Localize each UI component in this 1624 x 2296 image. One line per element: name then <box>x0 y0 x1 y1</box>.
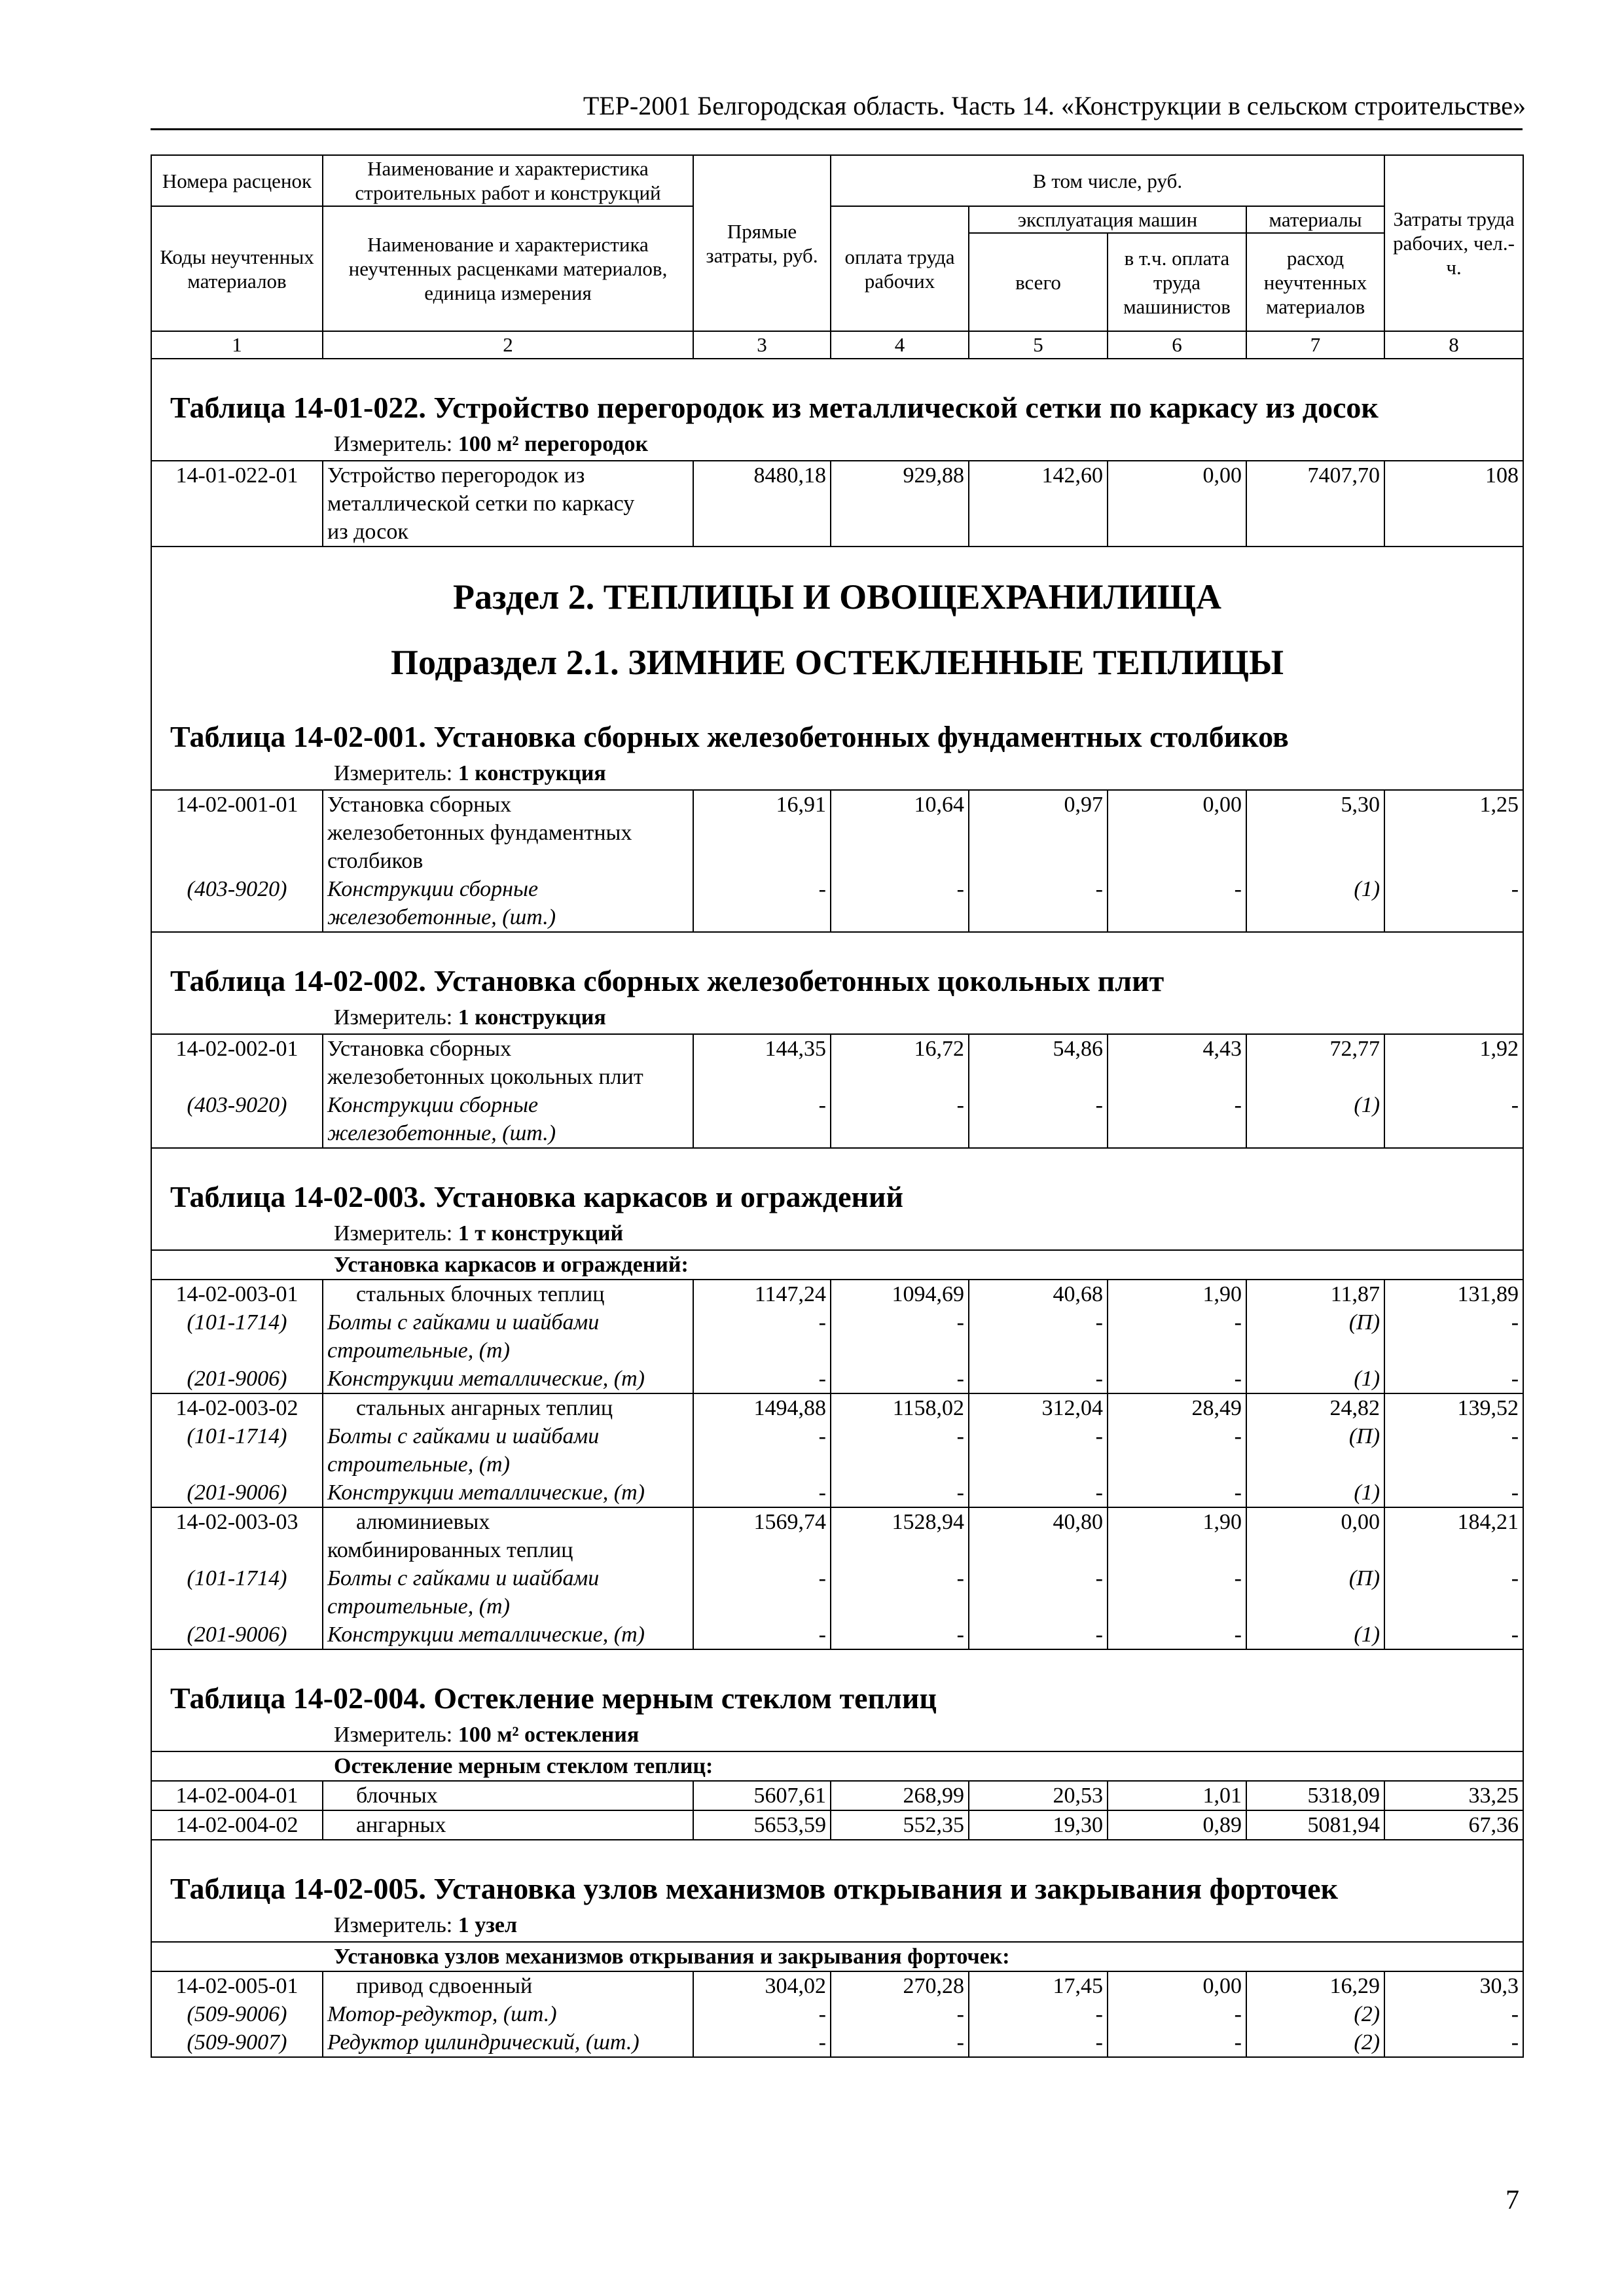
header-machines: эксплуатация машин <box>969 206 1246 233</box>
labor-hours: 67,36 <box>1384 1810 1523 1840</box>
meter-value: 100 м² перегородок <box>458 432 649 456</box>
name-line: Установка сборных <box>327 1037 512 1061</box>
rate-name: стальных блочных теплиц <box>323 1280 693 1308</box>
rate-name: стальных ангарных теплиц <box>323 1393 693 1422</box>
machinists-pay: 0,00 <box>1108 461 1246 547</box>
rate-name: привод сдвоенный <box>323 1971 693 2000</box>
material-name <box>323 1564 693 1621</box>
machines-total: - <box>969 2000 1108 2028</box>
meter-label: Измеритель: <box>334 761 453 785</box>
machinists-pay: 1,90 <box>1108 1280 1246 1308</box>
machinists-pay: - <box>1108 2000 1246 2028</box>
direct-cost: - <box>693 875 831 932</box>
machines-total: - <box>969 1091 1108 1148</box>
direct-cost: - <box>693 1091 831 1148</box>
material-name: Конструкции металлические, (т) <box>323 1365 693 1393</box>
header-col3: Прямые затраты, руб. <box>693 155 831 331</box>
material-code: (101-1714) <box>151 1308 323 1365</box>
header-group: В том числе, руб. <box>831 155 1384 206</box>
material-row <box>151 1422 1523 1479</box>
table-title: Таблица 14-02-005. Установка узлов механизмов открывания и закрывания форточек <box>170 1872 1339 1905</box>
page-number: 7 <box>1506 2185 1519 2215</box>
machinists-pay: - <box>1108 1564 1246 1621</box>
labor-pay: 270,28 <box>831 1971 969 2000</box>
direct-cost: - <box>693 1422 831 1479</box>
col-number: 4 <box>831 331 969 359</box>
labor-pay: - <box>831 1308 969 1365</box>
table-title: Таблица 14-02-002. Установка сборных железобетонных цокольных плит <box>170 964 1164 997</box>
machines-total: - <box>969 1564 1108 1621</box>
machinists-pay: - <box>1108 875 1246 932</box>
direct-cost: - <box>693 1365 831 1393</box>
labor-pay: 552,35 <box>831 1810 969 1840</box>
machines-total: 40,80 <box>969 1507 1108 1564</box>
direct-cost: 1147,24 <box>693 1280 831 1308</box>
materials: (1) <box>1246 1091 1384 1148</box>
labor-hours: 139,52 <box>1384 1393 1523 1422</box>
machinists-pay: - <box>1108 2028 1246 2057</box>
section-block <box>151 547 1523 790</box>
subsection-title: Подраздел 2.1. ЗИМНИЕ ОСТЕКЛЕННЫЕ ТЕПЛИЦЫ <box>390 643 1284 682</box>
materials: (1) <box>1246 1621 1384 1649</box>
rate-code: 14-02-003-02 <box>151 1393 323 1422</box>
meter-line <box>152 1005 1523 1033</box>
labor-pay: 1158,02 <box>831 1393 969 1422</box>
page-header-title: ТЕР-2001 Белгородская область. Часть 14. «Конструкции в сельском строительстве» <box>583 91 1526 120</box>
header-materials: материалы <box>1246 206 1384 233</box>
material-row <box>151 1621 1523 1649</box>
material-code: (403-9020) <box>151 875 323 932</box>
materials: 72,77 <box>1246 1034 1384 1091</box>
labor-hours: - <box>1384 875 1523 932</box>
machinists-pay: 28,49 <box>1108 1393 1246 1422</box>
header-col1-bottom: Коды неучтенных материалов <box>151 206 323 331</box>
material-code: (509-9006) <box>151 2000 323 2028</box>
labor-pay: - <box>831 1365 969 1393</box>
direct-cost: - <box>693 1621 831 1649</box>
labor-pay: - <box>831 1422 969 1479</box>
direct-cost: 1494,88 <box>693 1393 831 1422</box>
labor-hours: - <box>1384 1365 1523 1393</box>
direct-cost: 144,35 <box>693 1034 831 1091</box>
rate-code: 14-02-004-01 <box>151 1781 323 1810</box>
material-code: (201-9006) <box>151 1621 323 1649</box>
rate-code: 14-02-005-01 <box>151 1971 323 2000</box>
materials: (П) <box>1246 1422 1384 1479</box>
rate-code: 14-01-022-01 <box>151 461 323 547</box>
machinists-pay: - <box>1108 1091 1246 1148</box>
direct-cost: - <box>693 1308 831 1365</box>
machines-total: 142,60 <box>969 461 1108 547</box>
labor-pay: 10,64 <box>831 790 969 875</box>
labor-pay: - <box>831 2000 969 2028</box>
material-name <box>323 1308 693 1365</box>
machines-total: 17,45 <box>969 1971 1108 2000</box>
labor-hours: 108 <box>1384 461 1523 547</box>
name-line: металлической сетки по каркасу <box>327 492 635 516</box>
material-name: Конструкции металлические, (т) <box>323 1479 693 1507</box>
meter-value: 100 м² остекления <box>458 1723 640 1747</box>
material-row <box>151 1564 1523 1621</box>
labor-hours: - <box>1384 2028 1523 2057</box>
direct-cost: 5653,59 <box>693 1810 831 1840</box>
machines-total: - <box>969 1621 1108 1649</box>
col-number: 8 <box>1384 331 1523 359</box>
meter-label: Измеритель: <box>334 432 453 456</box>
material-row <box>151 2028 1523 2057</box>
labor-hours: 184,21 <box>1384 1507 1523 1564</box>
materials: 5318,09 <box>1246 1781 1384 1810</box>
labor-pay: - <box>831 1479 969 1507</box>
rate-code: 14-02-001-01 <box>151 790 323 875</box>
labor-pay: 1094,69 <box>831 1280 969 1308</box>
material-name: Конструкции металлические, (т) <box>323 1621 693 1649</box>
materials: 5081,94 <box>1246 1810 1384 1840</box>
name-line: железобетонных фундаментных <box>327 821 632 845</box>
header-col2-bottom: Наименование и характеристика неучтенных расценками материалов, единица измерения <box>323 206 693 331</box>
labor-hours: - <box>1384 1621 1523 1649</box>
section-title: Раздел 2. ТЕПЛИЦЫ И ОВОЩЕХРАНИЛИЩА <box>452 577 1222 617</box>
labor-pay: - <box>831 875 969 932</box>
name-line: железобетонных цокольных плит <box>327 1065 643 1089</box>
materials: 7407,70 <box>1246 461 1384 547</box>
materials: (1) <box>1246 1479 1384 1507</box>
table-row <box>151 1810 1523 1840</box>
material-code: (509-9007) <box>151 2028 323 2057</box>
rate-code: 14-02-003-01 <box>151 1280 323 1308</box>
labor-pay: - <box>831 2028 969 2057</box>
labor-hours: 30,3 <box>1384 1971 1523 2000</box>
meter-line <box>152 431 1523 460</box>
material-name <box>323 875 693 932</box>
col-number: 3 <box>693 331 831 359</box>
table-row <box>151 1507 1523 1564</box>
materials: (2) <box>1246 2028 1384 2057</box>
table-row <box>151 1971 1523 2000</box>
rate-code: 14-02-003-03 <box>151 1507 323 1564</box>
machinists-pay: 0,89 <box>1108 1810 1246 1840</box>
header-col6: в т.ч. оплата труда машинистов <box>1108 233 1246 331</box>
name-line: Болты с гайками и шайбами <box>327 1310 600 1335</box>
name-line: алюминиевых <box>356 1510 490 1534</box>
table-row <box>151 1034 1523 1091</box>
machinists-pay: 1,90 <box>1108 1507 1246 1564</box>
header-col7: расход неучтенных материалов <box>1246 233 1384 331</box>
labor-hours: 1,25 <box>1384 790 1523 875</box>
labor-pay: 16,72 <box>831 1034 969 1091</box>
header-col2-top: Наименование и характеристика строительных работ и конструкций <box>323 155 693 206</box>
name-line: из досок <box>327 520 408 544</box>
materials: 24,82 <box>1246 1393 1384 1422</box>
rate-name <box>323 1034 693 1091</box>
name-line: строительные, (т) <box>327 1594 510 1619</box>
col-number: 7 <box>1246 331 1384 359</box>
machinists-pay: - <box>1108 1422 1246 1479</box>
name-line: железобетонные, (шт.) <box>327 1121 556 1145</box>
table-row <box>151 1280 1523 1308</box>
name-line: железобетонные, (шт.) <box>327 905 556 929</box>
material-row <box>151 1365 1523 1393</box>
name-line: Болты с гайками и шайбами <box>327 1566 600 1590</box>
header-col8: Затраты труда рабочих, чел.-ч. <box>1384 155 1523 331</box>
table-title-block <box>151 932 1523 1034</box>
direct-cost: - <box>693 2000 831 2028</box>
direct-cost: 8480,18 <box>693 461 831 547</box>
machines-total: 19,30 <box>969 1810 1108 1840</box>
name-line: Устройство перегородок из <box>327 463 585 488</box>
header-rule <box>151 128 1523 130</box>
table-title: Таблица 14-01-022. Устройство перегородок из металлической сетки по каркасу из досок <box>170 391 1379 424</box>
col-number: 6 <box>1108 331 1246 359</box>
group-header: Установка каркасов и ограждений: <box>151 1250 1523 1280</box>
materials: (1) <box>1246 1365 1384 1393</box>
materials: 5,30 <box>1246 790 1384 875</box>
labor-hours: 33,25 <box>1384 1781 1523 1810</box>
table-row <box>151 790 1523 875</box>
material-name <box>323 1422 693 1479</box>
meter-label: Измеритель: <box>334 1005 453 1030</box>
labor-hours: - <box>1384 1422 1523 1479</box>
labor-hours: 1,92 <box>1384 1034 1523 1091</box>
rate-name: блочных <box>323 1781 693 1810</box>
labor-pay: - <box>831 1564 969 1621</box>
machines-total: - <box>969 1479 1108 1507</box>
material-name: Редуктор цилиндрический, (шт.) <box>323 2028 693 2057</box>
material-row <box>151 1308 1523 1365</box>
direct-cost: - <box>693 1479 831 1507</box>
name-line: Установка сборных <box>327 793 512 817</box>
labor-pay: - <box>831 1091 969 1148</box>
direct-cost: 304,02 <box>693 1971 831 2000</box>
machines-total: - <box>969 1308 1108 1365</box>
table-title: Таблица 14-02-004. Остекление мерным стеклом теплиц <box>170 1681 937 1715</box>
machines-total: 0,97 <box>969 790 1108 875</box>
direct-cost: 16,91 <box>693 790 831 875</box>
table-title: Таблица 14-02-001. Установка сборных железобетонных фундаментных столбиков <box>170 720 1289 753</box>
labor-hours: - <box>1384 1308 1523 1365</box>
machines-total: 40,68 <box>969 1280 1108 1308</box>
material-row <box>151 875 1523 932</box>
meter-line <box>152 1912 1523 1941</box>
labor-hours: 131,89 <box>1384 1280 1523 1308</box>
name-line: Болты с гайками и шайбами <box>327 1424 600 1448</box>
table-title-block <box>151 359 1523 461</box>
col-number: 5 <box>969 331 1108 359</box>
direct-cost: - <box>693 2028 831 2057</box>
name-line: Конструкции сборные <box>327 877 539 901</box>
machines-total: - <box>969 2028 1108 2057</box>
table-row <box>151 1781 1523 1810</box>
direct-cost: 5607,61 <box>693 1781 831 1810</box>
machinists-pay: 4,43 <box>1108 1034 1246 1091</box>
meter-label: Измеритель: <box>334 1221 453 1246</box>
name-line: столбиков <box>327 849 424 873</box>
labor-pay: - <box>831 1621 969 1649</box>
material-code: (201-9006) <box>151 1479 323 1507</box>
materials: (2) <box>1246 2000 1384 2028</box>
materials: 11,87 <box>1246 1280 1384 1308</box>
labor-hours: - <box>1384 1479 1523 1507</box>
material-code: (101-1714) <box>151 1422 323 1479</box>
table-title: Таблица 14-02-003. Установка каркасов и ограждений <box>170 1180 904 1213</box>
rate-name <box>323 790 693 875</box>
table-row <box>151 1393 1523 1422</box>
machines-total: 312,04 <box>969 1393 1108 1422</box>
group-header: Установка узлов механизмов открывания и закрывания форточек: <box>151 1942 1523 1971</box>
machinists-pay: - <box>1108 1308 1246 1365</box>
labor-pay: 929,88 <box>831 461 969 547</box>
material-row <box>151 1091 1523 1148</box>
meter-value: 1 конструкция <box>458 761 606 785</box>
machinists-pay: 1,01 <box>1108 1781 1246 1810</box>
header-col4: оплата труда рабочих <box>831 206 969 331</box>
material-code: (201-9006) <box>151 1365 323 1393</box>
table-row <box>151 461 1523 547</box>
meter-value: 1 узел <box>458 1913 518 1937</box>
materials: 16,29 <box>1246 1971 1384 2000</box>
material-row <box>151 1479 1523 1507</box>
labor-hours: - <box>1384 2000 1523 2028</box>
machinists-pay: - <box>1108 1365 1246 1393</box>
col-number: 2 <box>323 331 693 359</box>
table-title-block <box>151 1649 1523 1751</box>
machines-total: - <box>969 1365 1108 1393</box>
labor-pay: 1528,94 <box>831 1507 969 1564</box>
meter-line <box>152 1722 1523 1751</box>
labor-hours: - <box>1384 1091 1523 1148</box>
materials: 0,00 <box>1246 1507 1384 1564</box>
name-line: строительные, (т) <box>327 1452 510 1477</box>
table-title-block <box>151 1148 1523 1250</box>
machines-total: 54,86 <box>969 1034 1108 1091</box>
materials: (1) <box>1246 875 1384 932</box>
meter-value: 1 конструкция <box>458 1005 606 1030</box>
meter-line <box>152 761 1523 789</box>
machinists-pay: - <box>1108 1479 1246 1507</box>
machinists-pay: 0,00 <box>1108 1971 1246 2000</box>
meter-line <box>152 1221 1523 1249</box>
name-line: строительные, (т) <box>327 1338 510 1363</box>
meter-value: 1 т конструкций <box>458 1221 624 1246</box>
rate-code: 14-02-004-02 <box>151 1810 323 1840</box>
rate-name <box>323 461 693 547</box>
rates-table <box>151 154 1524 2058</box>
labor-pay: 268,99 <box>831 1781 969 1810</box>
labor-hours: - <box>1384 1564 1523 1621</box>
group-header: Остекление мерным стеклом теплиц: <box>151 1751 1523 1781</box>
rate-name: ангарных <box>323 1810 693 1840</box>
meter-label: Измеритель: <box>334 1723 453 1747</box>
machines-total: 20,53 <box>969 1781 1108 1810</box>
machinists-pay: - <box>1108 1621 1246 1649</box>
material-code: (403-9020) <box>151 1091 323 1148</box>
material-name <box>323 1091 693 1148</box>
materials: (П) <box>1246 1308 1384 1365</box>
material-name: Мотор-редуктор, (шт.) <box>323 2000 693 2028</box>
table-title-block <box>151 1840 1523 1942</box>
meter-label: Измеритель: <box>334 1913 453 1937</box>
name-line: Конструкции сборные <box>327 1093 539 1117</box>
material-code: (101-1714) <box>151 1564 323 1621</box>
header-col5: всего <box>969 233 1108 331</box>
material-row <box>151 2000 1523 2028</box>
col-number: 1 <box>151 331 323 359</box>
header-col1-top: Номера расценок <box>151 155 323 206</box>
rate-name <box>323 1507 693 1564</box>
name-line: комбинированных теплиц <box>327 1538 573 1562</box>
machinists-pay: 0,00 <box>1108 790 1246 875</box>
direct-cost: 1569,74 <box>693 1507 831 1564</box>
rate-code: 14-02-002-01 <box>151 1034 323 1091</box>
machines-total: - <box>969 1422 1108 1479</box>
direct-cost: - <box>693 1564 831 1621</box>
materials: (П) <box>1246 1564 1384 1621</box>
machines-total: - <box>969 875 1108 932</box>
